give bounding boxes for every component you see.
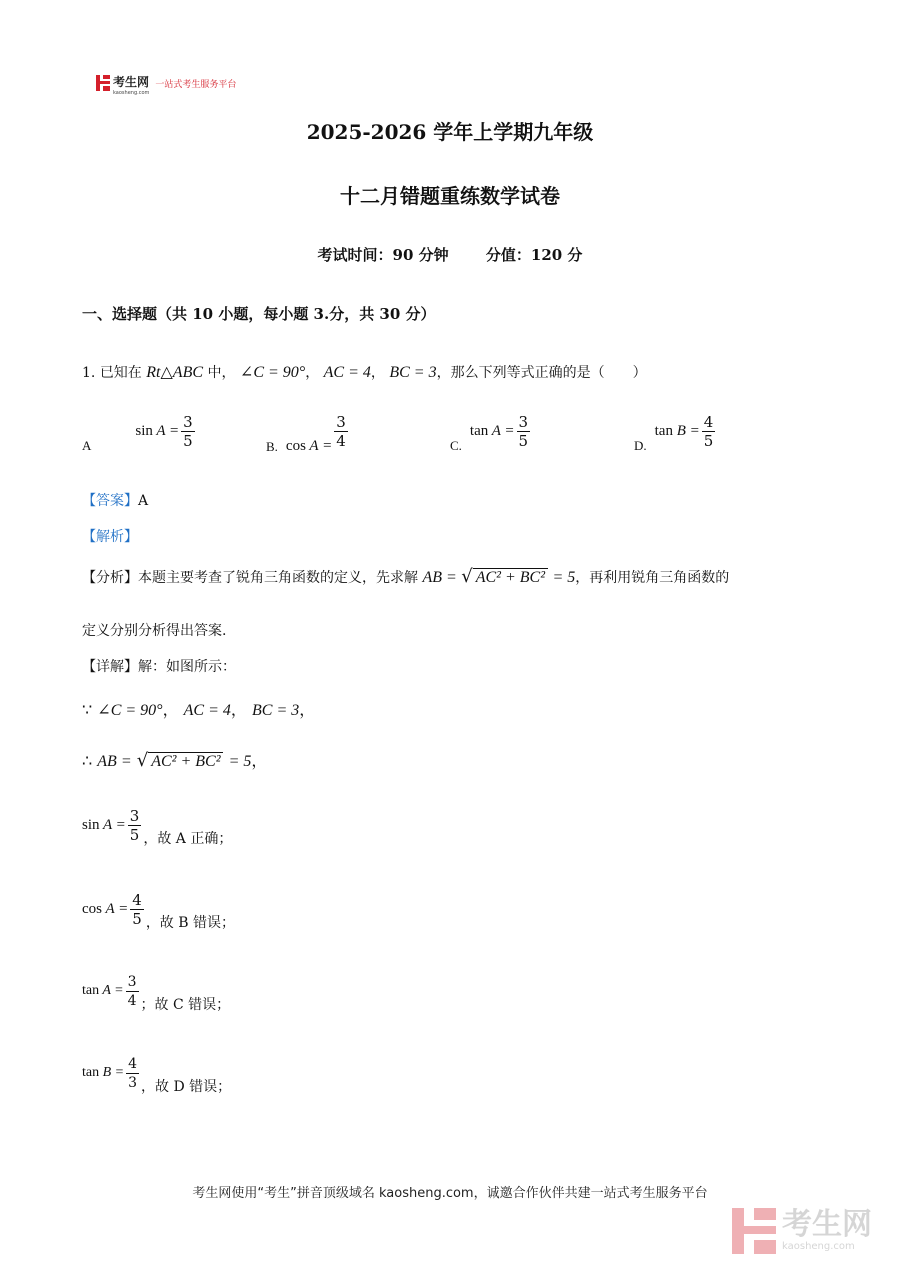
analysis-summary-line2: 定义分别分析得出答案. [82, 623, 227, 639]
condition-ac: AC = 4 [323, 364, 371, 381]
header-logo[interactable] [96, 72, 236, 94]
option-b[interactable]: B. cos A = $\frac{3}{4}$ [266, 413, 346, 454]
answer-label: 【答案】 [82, 493, 138, 509]
section-heading: 一、选择题（共 10 小题，每小题 3.分，共 30 分） [82, 305, 436, 323]
option-d[interactable]: D. tan B = $\frac{4}{5}$ [634, 412, 714, 453]
analysis-summary: 【分析】本题主要考查了锐角三角函数的定义，先求解 AB = √ AC² + BC² = 5，再利用锐角三角函数的 [82, 566, 730, 587]
option-b-fraction: $\frac{3}{4}$ [336, 413, 346, 450]
detail-hypotenuse: ∴ AB = √ AC² + BC² = 5， [82, 750, 268, 771]
question-stem: 1. 已知在 Rt△ABC 中， ∠C = 90°， AC = 4， BC = 3，那么下列等式正确的是（ ） [82, 364, 647, 381]
option-a-fraction: $\frac{3}{5}$ [183, 412, 193, 450]
answer-line [82, 490, 148, 510]
logo-wordmark: 考生网 kaosheng.com [113, 74, 150, 96]
watermark-icon [732, 1208, 776, 1254]
condition-bc: BC = 3 [389, 364, 437, 381]
option-d-fraction: $\frac{4}{5}$ [703, 412, 714, 450]
triangle-label: Rt△ABC [146, 364, 204, 381]
condition-angle: ∠C = 90° [239, 364, 306, 381]
step-tan-b: tan B = $\frac{4}{3}$ ，故 D 错误； [82, 1055, 232, 1095]
detail-heading: 【详解】解：如图所示： [82, 659, 236, 675]
exam-time: 考试时间：90 分钟 [317, 246, 449, 264]
detail-given: ∵ ∠C = 90°， AC = 4， BC = 3， [82, 700, 316, 719]
analysis-label: 【解析】 [82, 529, 138, 545]
logo-icon [96, 75, 110, 91]
therefore-symbol: ∴ [82, 751, 93, 770]
step-sin-a: sin A = $\frac{3}{5}$ ，故 A 正确； [82, 806, 233, 847]
option-c[interactable]: C. tan A = $\frac{3}{5}$ [450, 412, 529, 453]
step-tan-a: tan A = $\frac{3}{4}$ ；故 C 错误； [82, 973, 231, 1013]
exam-title-line2: 十二月错题重练数学试卷 [340, 184, 560, 208]
exam-meta [0, 244, 900, 265]
exam-score: 分值：120 分 [485, 246, 583, 264]
option-a[interactable]: A sin A = $\frac{3}{5}$ [82, 412, 193, 453]
answer-value: A [138, 493, 149, 509]
watermark-logo [732, 1208, 872, 1254]
option-c-fraction: $\frac{3}{5}$ [518, 412, 529, 450]
because-symbol: ∵ [82, 700, 93, 719]
page-footer: 考生网使用“考生”拼音顶级域名 kaosheng.com，诚邀合作伙伴共建一站式考生服务平台 [192, 1186, 708, 1201]
step-cos-a: cos A = $\frac{4}{5}$ ，故 B 错误； [82, 890, 236, 931]
exam-title-line1: 2025-2026 学年上学期九年级 [306, 120, 594, 144]
question-number: 1. [82, 365, 96, 381]
logo-slogan: 一站式考生服务平台 [155, 79, 237, 90]
watermark-brand: 考生网 [782, 1207, 872, 1242]
watermark-domain: kaosheng.com [782, 1241, 855, 1252]
